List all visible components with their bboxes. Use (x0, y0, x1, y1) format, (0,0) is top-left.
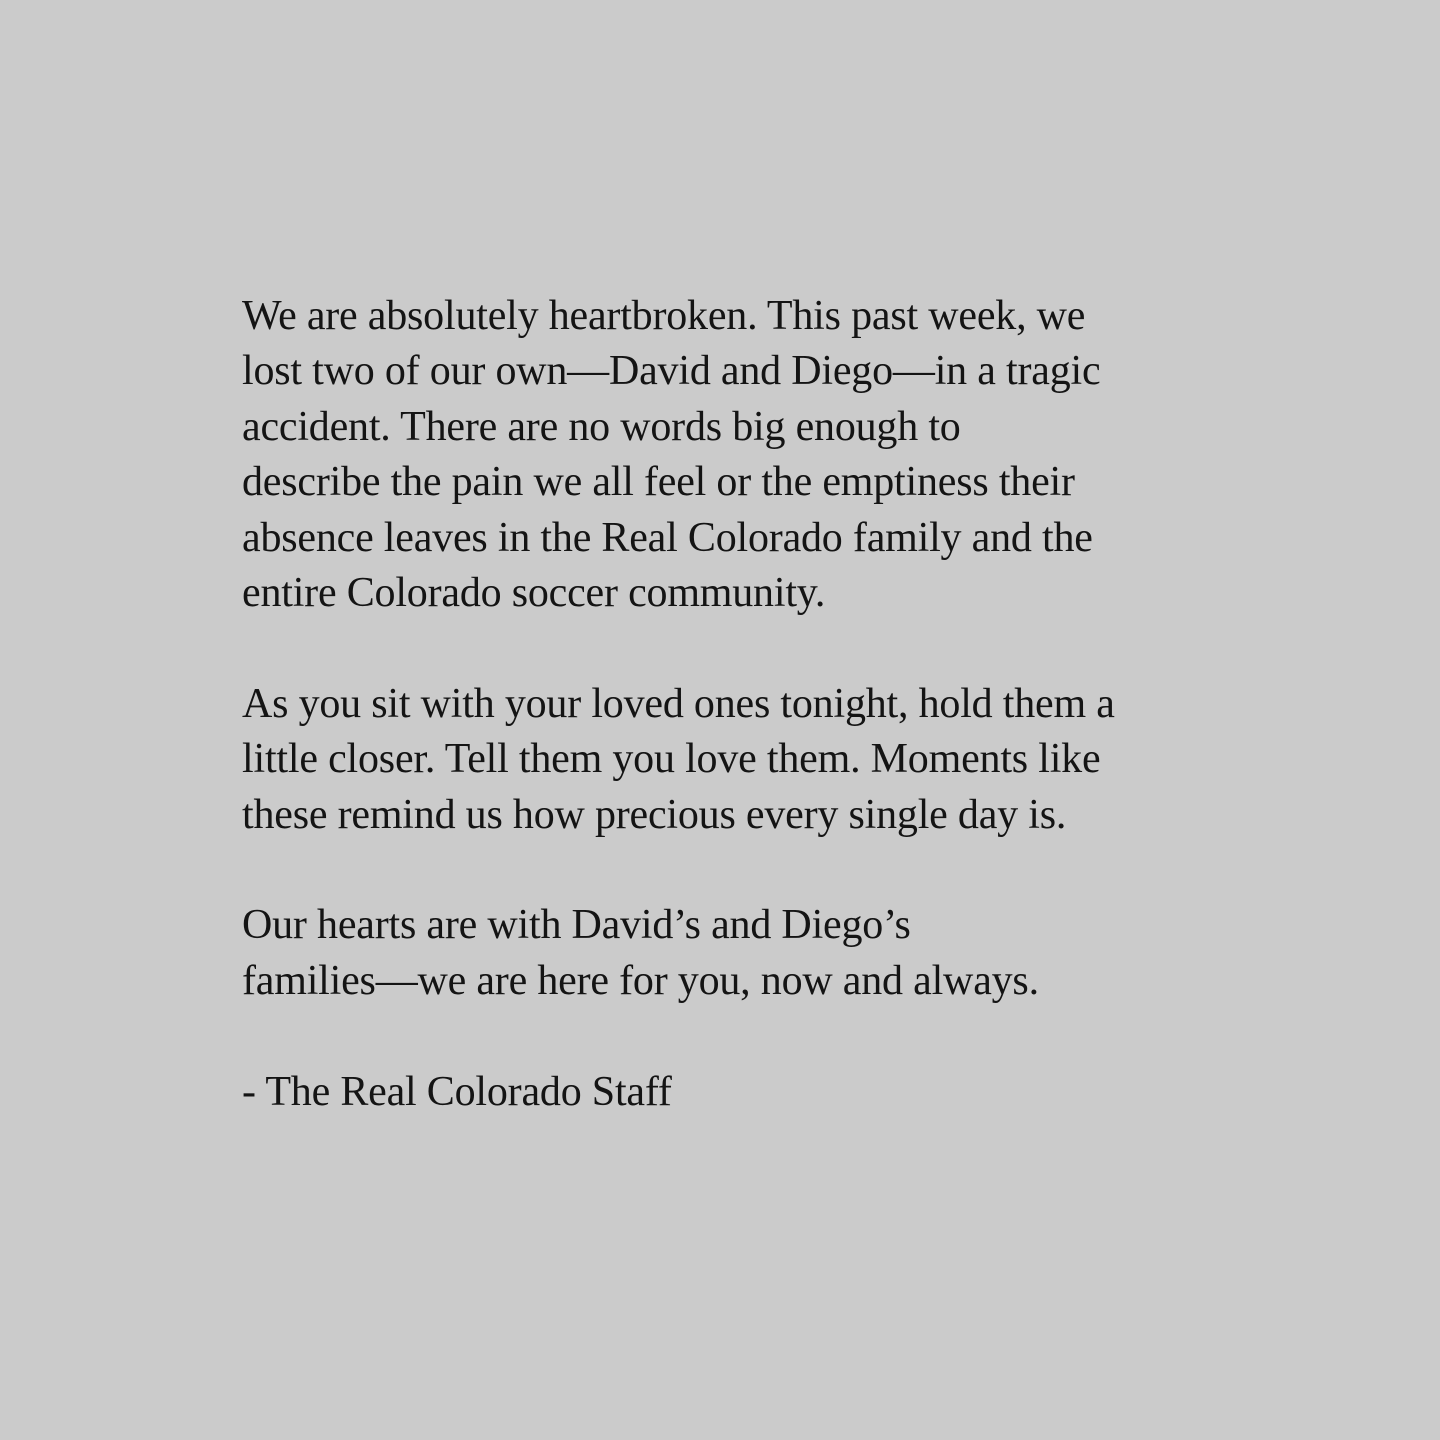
paragraph-loved-ones (242, 677, 1242, 843)
text-line: lost two of our own—David and Diego—in a tragic (242, 348, 1101, 395)
text-line: these remind us how precious every single day is. (242, 791, 1067, 838)
text-line: little closer. Tell them you love them. Moments like (242, 736, 1101, 783)
paragraph-spacer (242, 621, 1242, 676)
text-line: accident. There are no words big enough to (242, 403, 961, 450)
text-line: describe the pain we all feel or the emptiness their (242, 459, 1075, 506)
paragraph-spacer (242, 843, 1242, 898)
paragraph-heartbroken (242, 289, 1242, 621)
text-line: We are absolutely heartbroken. This past week, we (242, 293, 1086, 339)
text-line: families—we are here for you, now and always. (242, 957, 1039, 1004)
paragraph-spacer (242, 1009, 1242, 1064)
text-line: As you sit with your loved ones tonight, hold them a (242, 680, 1115, 727)
paragraph-families (242, 898, 1242, 1009)
signature (242, 1065, 1242, 1120)
signature-text: - The Real Colorado Staff (242, 1068, 672, 1115)
memorial-statement (242, 289, 1242, 1120)
text-line: Our hearts are with David’s and Diego’s (242, 902, 911, 949)
text-line: entire Colorado soccer community. (242, 570, 826, 617)
text-line: absence leaves in the Real Colorado family and the (242, 514, 1093, 561)
